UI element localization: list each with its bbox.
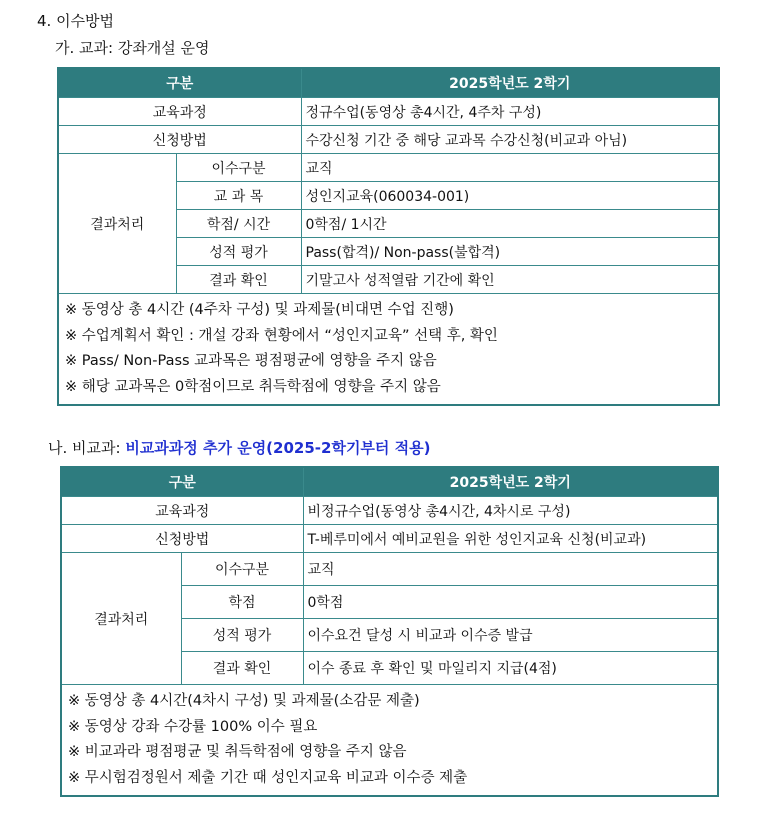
row-label: 결과 확인 (181, 652, 303, 685)
result-group-label: 결과처리 (61, 553, 181, 685)
note-line: ※ 해당 교과목은 0학점이므로 취득학점에 영향을 주지 않음 (65, 378, 441, 395)
subsection-b-heading (48, 437, 430, 458)
row-label: 교육과정 (58, 98, 301, 126)
row-label: 성적 평가 (181, 619, 303, 652)
note-line: ※ 비교과라 평점평균 및 취득학점에 영향을 주지 않음 (68, 744, 407, 760)
row-label: 이수구분 (176, 154, 301, 182)
row-label: 학점 (181, 586, 303, 619)
row-value: 수강신청 기간 중 해당 교과목 수강신청(비교과 아님) (301, 126, 719, 154)
note-line: ※ Pass/ Non-Pass 교과목은 평점평균에 영향을 주지 않음 (65, 353, 437, 369)
section-heading: 4. 이수방법 (37, 12, 115, 30)
notes-row (61, 685, 718, 797)
subsection-a-heading: 가. 교과: 강좌개설 운영 (55, 39, 210, 57)
header-semester: 2025학년도 2학기 (303, 467, 718, 497)
table-row (61, 497, 718, 525)
note-line: ※ 동영상 총 4시간(4차시 구성) 및 과제물(소감문 제출) (68, 693, 420, 709)
row-value: Pass(합격)/ Non-pass(불합격) (301, 238, 719, 266)
row-label: 이수구분 (181, 553, 303, 586)
row-value: 교직 (301, 154, 719, 182)
notes-cell (61, 685, 718, 797)
row-label: 신청방법 (61, 525, 303, 553)
header-category: 구분 (61, 467, 303, 497)
subsection-b-highlight: 비교과과정 추가 운영(2025-2학기부터 적용) (125, 439, 431, 457)
row-value: T-베루미에서 예비교원을 위한 성인지교육 신청(비교과) (303, 525, 718, 553)
table-row (61, 553, 718, 586)
row-value: 교직 (303, 553, 718, 586)
row-value: 성인지교육(060034-001) (301, 182, 719, 210)
note-line: ※ 수업계획서 확인 : 개설 강좌 현황에서 “성인지교육” 선택 후, 확인 (65, 327, 498, 344)
row-label: 학점/ 시간 (176, 210, 301, 238)
row-value: 정규수업(동영상 총4시간, 4주차 구성) (301, 98, 719, 126)
subsection-b-prefix: 나. 비교과: (48, 439, 126, 457)
result-group-label: 결과처리 (58, 154, 176, 294)
header-semester: 2025학년도 2학기 (301, 68, 719, 98)
row-value: 0학점 (303, 586, 718, 619)
row-value: 이수 종료 후 확인 및 마일리지 지급(4점) (303, 652, 718, 685)
row-value: 기말고사 성적열람 기간에 확인 (301, 266, 719, 294)
table-row (61, 525, 718, 553)
row-label: 결과 확인 (176, 266, 301, 294)
table-row (58, 126, 719, 154)
extracurricular-table (60, 466, 719, 797)
table-header-row (58, 68, 719, 98)
row-value: 비정규수업(동영상 총4시간, 4차시로 구성) (303, 497, 718, 525)
note-line: ※ 동영상 강좌 수강률 100% 이수 필요 (68, 718, 318, 735)
header-category: 구분 (58, 68, 301, 98)
notes-row (58, 294, 719, 406)
row-label: 교육과정 (61, 497, 303, 525)
row-label: 성적 평가 (176, 238, 301, 266)
notes-cell (58, 294, 719, 406)
note-line: ※ 무시험검정원서 제출 기간 때 성인지교육 비교과 이수증 제출 (68, 769, 468, 786)
table-row (58, 154, 719, 182)
note-line: ※ 동영상 총 4시간 (4주차 구성) 및 과제물(비대면 수업 진행) (65, 302, 454, 318)
row-value: 이수요건 달성 시 비교과 이수증 발급 (303, 619, 718, 652)
row-value: 0학점/ 1시간 (301, 210, 719, 238)
curricular-table (57, 67, 720, 406)
table-row (58, 98, 719, 126)
row-label: 교 과 목 (176, 182, 301, 210)
row-label: 신청방법 (58, 126, 301, 154)
table-header-row (61, 467, 718, 497)
